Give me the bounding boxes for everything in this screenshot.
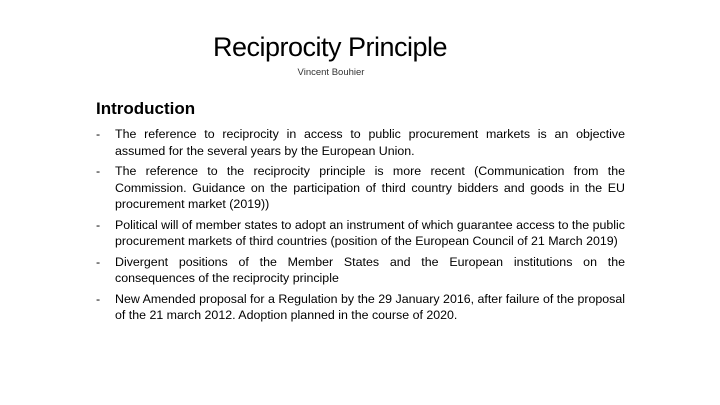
bullet-item (96, 254, 625, 287)
bullet-text: New Amended proposal for a Regulation by the 29 January 2016, after failure of the proposal of the 21 march 2012. Adoption planned in the course of 2020. (115, 291, 625, 322)
bullet-dash: - (96, 127, 101, 141)
bullet-dash: - (96, 291, 101, 306)
slide-title: Reciprocity Principle (212, 32, 448, 62)
section-heading: Introduction (96, 99, 196, 118)
bullet-item (96, 163, 625, 213)
bullet-list (96, 126, 625, 328)
bullet-dash: - (96, 254, 101, 269)
bullet-item (96, 217, 625, 250)
slide-author: Vincent Bouhier (297, 67, 365, 78)
bullet-item (96, 126, 625, 159)
bullet-text: The reference to the reciprocity principle is more recent (Communication from the Commission. Guidance on the participation of third country bidders and goods in the EU procurement market (2019)) (115, 164, 625, 211)
bullet-item (96, 291, 625, 324)
bullet-text: Political will of member states to adopt an instrument of which guarantee access to the public procurement markets of third countries (position of the European Council of 21 March 2019) (115, 217, 625, 248)
bullet-text: Divergent positions of the Member States and the European institutions on the consequences of the reciprocity principle (115, 254, 625, 285)
bullet-dash: - (96, 217, 101, 232)
bullet-dash: - (96, 164, 101, 178)
bullet-text: The reference to reciprocity in access to public procurement markets is an objective assumed for the several years by the European Union. (115, 127, 625, 158)
